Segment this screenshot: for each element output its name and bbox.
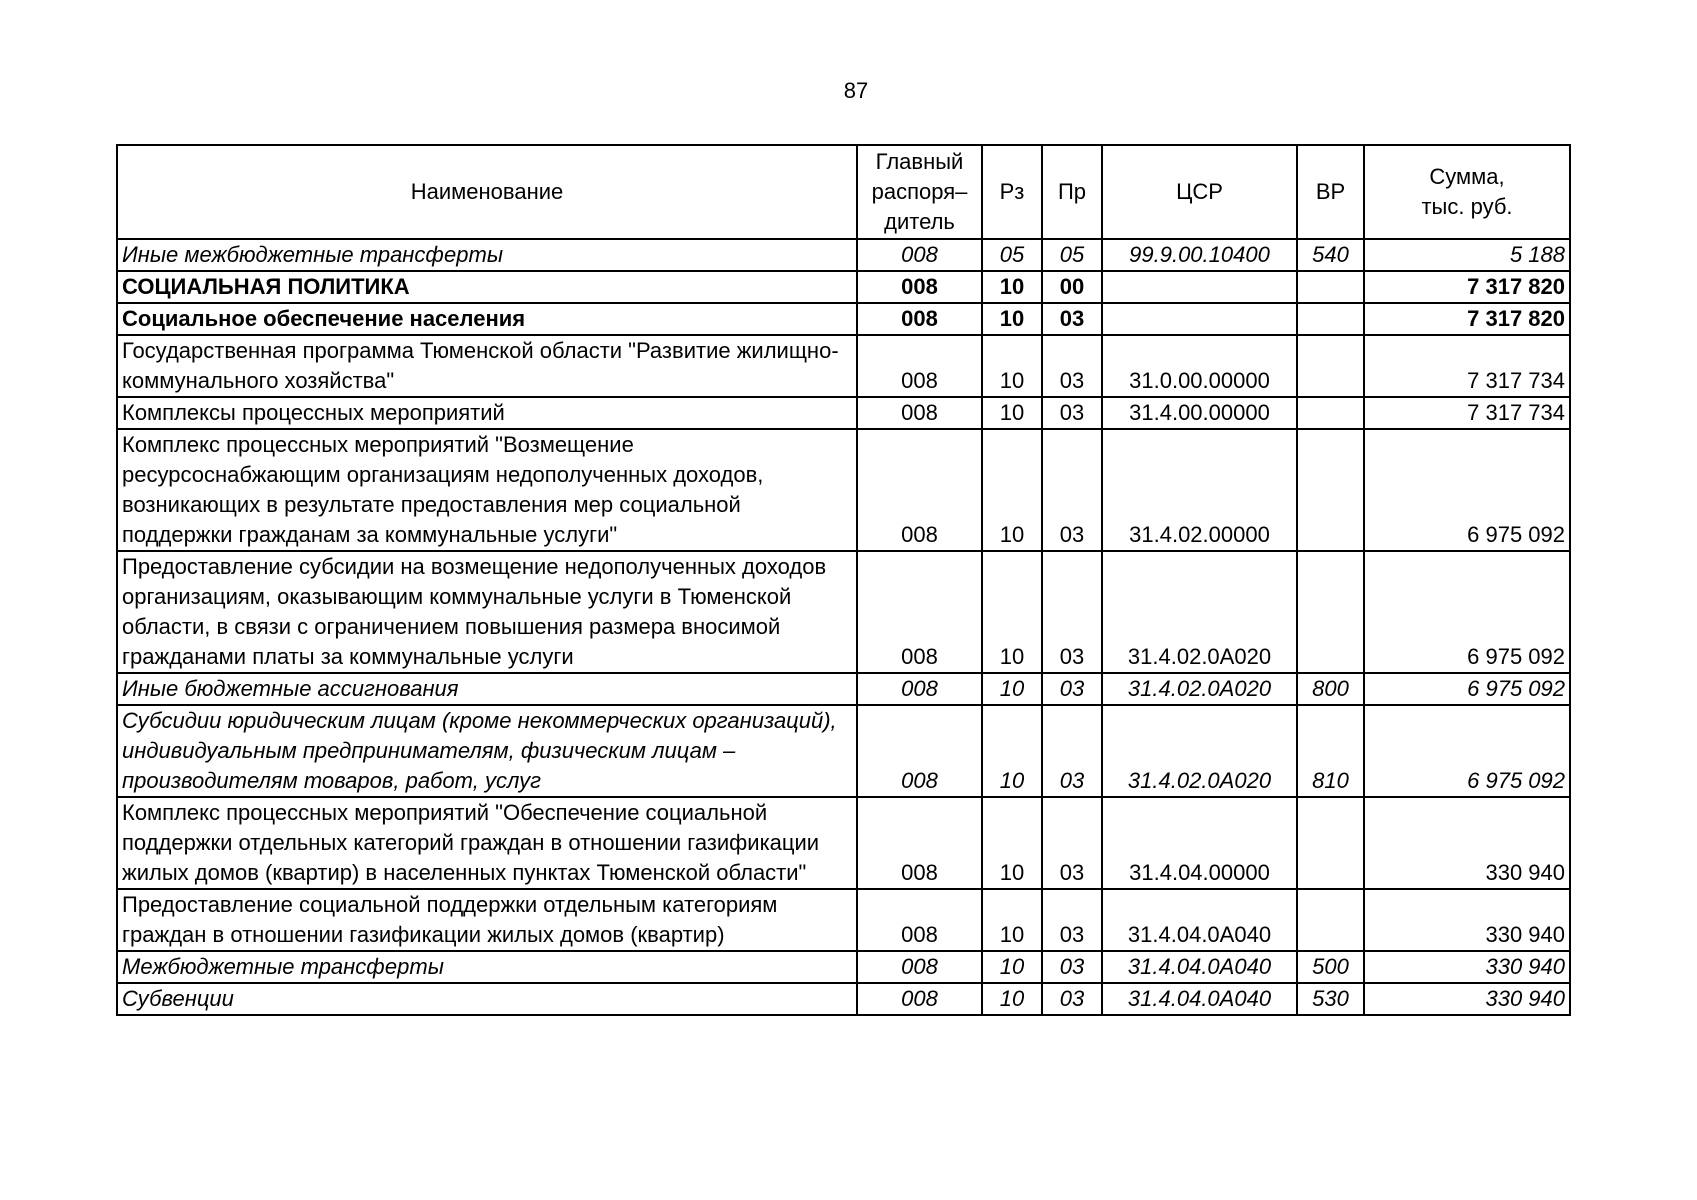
cell-csr [1102,303,1297,335]
cell-rz: 10 [982,335,1042,397]
cell-name: Комплексы процессных мероприятий [117,397,857,429]
table-row [117,429,1570,551]
budget-table [116,144,1571,1016]
cell-pr: 03 [1042,429,1102,551]
cell-name: СОЦИАЛЬНАЯ ПОЛИТИКА [117,271,857,303]
table-row [117,335,1570,397]
table-row [117,397,1570,429]
cell-csr: 31.4.02.00000 [1102,429,1297,551]
table-row [117,889,1570,951]
cell-sum: 6 975 092 [1364,673,1570,705]
cell-pr: 03 [1042,889,1102,951]
cell-name: Социальное обеспечение населения [117,303,857,335]
cell-admin: 008 [857,951,982,983]
cell-sum: 330 940 [1364,983,1570,1015]
cell-sum: 330 940 [1364,951,1570,983]
table-row [117,271,1570,303]
cell-vr [1297,551,1364,673]
cell-pr: 05 [1042,239,1102,271]
cell-rz: 10 [982,673,1042,705]
cell-pr: 03 [1042,797,1102,889]
cell-pr: 03 [1042,705,1102,797]
cell-sum: 330 940 [1364,797,1570,889]
cell-csr: 31.0.00.00000 [1102,335,1297,397]
cell-vr: 530 [1297,983,1364,1015]
cell-rz: 05 [982,239,1042,271]
cell-name: Межбюджетные трансферты [117,951,857,983]
cell-pr: 03 [1042,303,1102,335]
cell-vr [1297,303,1364,335]
cell-vr: 800 [1297,673,1364,705]
cell-rz: 10 [982,797,1042,889]
table-row [117,797,1570,889]
table-body [117,239,1570,1015]
cell-name: Иные бюджетные ассигнования [117,673,857,705]
cell-sum: 6 975 092 [1364,551,1570,673]
cell-rz: 10 [982,889,1042,951]
cell-admin: 008 [857,705,982,797]
table-row [117,673,1570,705]
header-csr: ЦСР [1102,145,1297,239]
cell-name: Комплекс процессных мероприятий "Возмещение ресурсоснабжающим организациям недополученных доходов, возникающих в результате предоставления мер социальной поддержки гражданам за коммунальные услуги" [117,429,857,551]
cell-admin: 008 [857,797,982,889]
table-header-row [117,145,1570,239]
cell-name: Государственная программа Тюменской области "Развитие жилищно-коммунального хозяйства" [117,335,857,397]
cell-csr: 31.4.02.0А020 [1102,551,1297,673]
cell-pr: 03 [1042,673,1102,705]
header-vr: ВР [1297,145,1364,239]
cell-sum: 330 940 [1364,889,1570,951]
cell-sum: 7 317 820 [1364,303,1570,335]
cell-vr [1297,397,1364,429]
cell-vr: 810 [1297,705,1364,797]
cell-name: Субсидии юридическим лицам (кроме некоммерческих организаций), индивидуальным предпринимателям, физическим лицам – производителям товаров, работ, услуг [117,705,857,797]
cell-vr [1297,797,1364,889]
cell-sum: 6 975 092 [1364,705,1570,797]
cell-sum: 7 317 820 [1364,271,1570,303]
cell-admin: 008 [857,335,982,397]
header-name: Наименование [117,145,857,239]
cell-csr: 99.9.00.10400 [1102,239,1297,271]
cell-csr: 31.4.00.00000 [1102,397,1297,429]
cell-rz: 10 [982,705,1042,797]
cell-admin: 008 [857,397,982,429]
cell-csr: 31.4.04.0А040 [1102,951,1297,983]
cell-admin: 008 [857,239,982,271]
cell-sum: 7 317 734 [1364,397,1570,429]
cell-pr: 03 [1042,335,1102,397]
cell-vr [1297,889,1364,951]
cell-csr: 31.4.04.00000 [1102,797,1297,889]
cell-rz: 10 [982,271,1042,303]
cell-pr: 03 [1042,551,1102,673]
cell-vr [1297,429,1364,551]
cell-csr [1102,271,1297,303]
cell-name: Предоставление социальной поддержки отдельным категориям граждан в отношении газификации жилых домов (квартир) [117,889,857,951]
cell-sum: 7 317 734 [1364,335,1570,397]
header-sum: Сумма, тыс. руб. [1364,145,1570,239]
table-row [117,239,1570,271]
table-row [117,303,1570,335]
cell-sum: 5 188 [1364,239,1570,271]
cell-rz: 10 [982,303,1042,335]
cell-pr: 03 [1042,983,1102,1015]
cell-vr: 540 [1297,239,1364,271]
cell-name: Комплекс процессных мероприятий "Обеспечение социальной поддержки отдельных категорий граждан в отношении газификации жилых домов (квартир) в населенных пунктах Тюменской области" [117,797,857,889]
cell-pr: 03 [1042,951,1102,983]
cell-rz: 10 [982,397,1042,429]
cell-sum: 6 975 092 [1364,429,1570,551]
cell-csr: 31.4.02.0А020 [1102,705,1297,797]
cell-name: Предоставление субсидии на возмещение недополученных доходов организациям, оказывающим коммунальные услуги в Тюменской области, в связи с ограничением повышения размера вносимой гражданами платы за коммунальные услуги [117,551,857,673]
cell-csr: 31.4.04.0А040 [1102,889,1297,951]
cell-admin: 008 [857,673,982,705]
cell-admin: 008 [857,889,982,951]
page-number: 87 [843,78,869,103]
cell-rz: 10 [982,551,1042,673]
cell-rz: 10 [982,429,1042,551]
table-row [117,551,1570,673]
header-admin: Главный распоря–дитель [857,145,982,239]
cell-admin: 008 [857,551,982,673]
header-pr: Пр [1042,145,1102,239]
cell-name: Иные межбюджетные трансферты [117,239,857,271]
cell-vr [1297,271,1364,303]
cell-admin: 008 [857,271,982,303]
table-row [117,705,1570,797]
cell-vr [1297,335,1364,397]
cell-rz: 10 [982,983,1042,1015]
header-rz: Рз [982,145,1042,239]
cell-csr: 31.4.02.0А020 [1102,673,1297,705]
cell-admin: 008 [857,429,982,551]
cell-admin: 008 [857,983,982,1015]
cell-pr: 00 [1042,271,1102,303]
cell-vr: 500 [1297,951,1364,983]
cell-pr: 03 [1042,397,1102,429]
cell-rz: 10 [982,951,1042,983]
cell-name: Субвенции [117,983,857,1015]
table-row [117,983,1570,1015]
cell-admin: 008 [857,303,982,335]
table-row [117,951,1570,983]
cell-csr: 31.4.04.0А040 [1102,983,1297,1015]
